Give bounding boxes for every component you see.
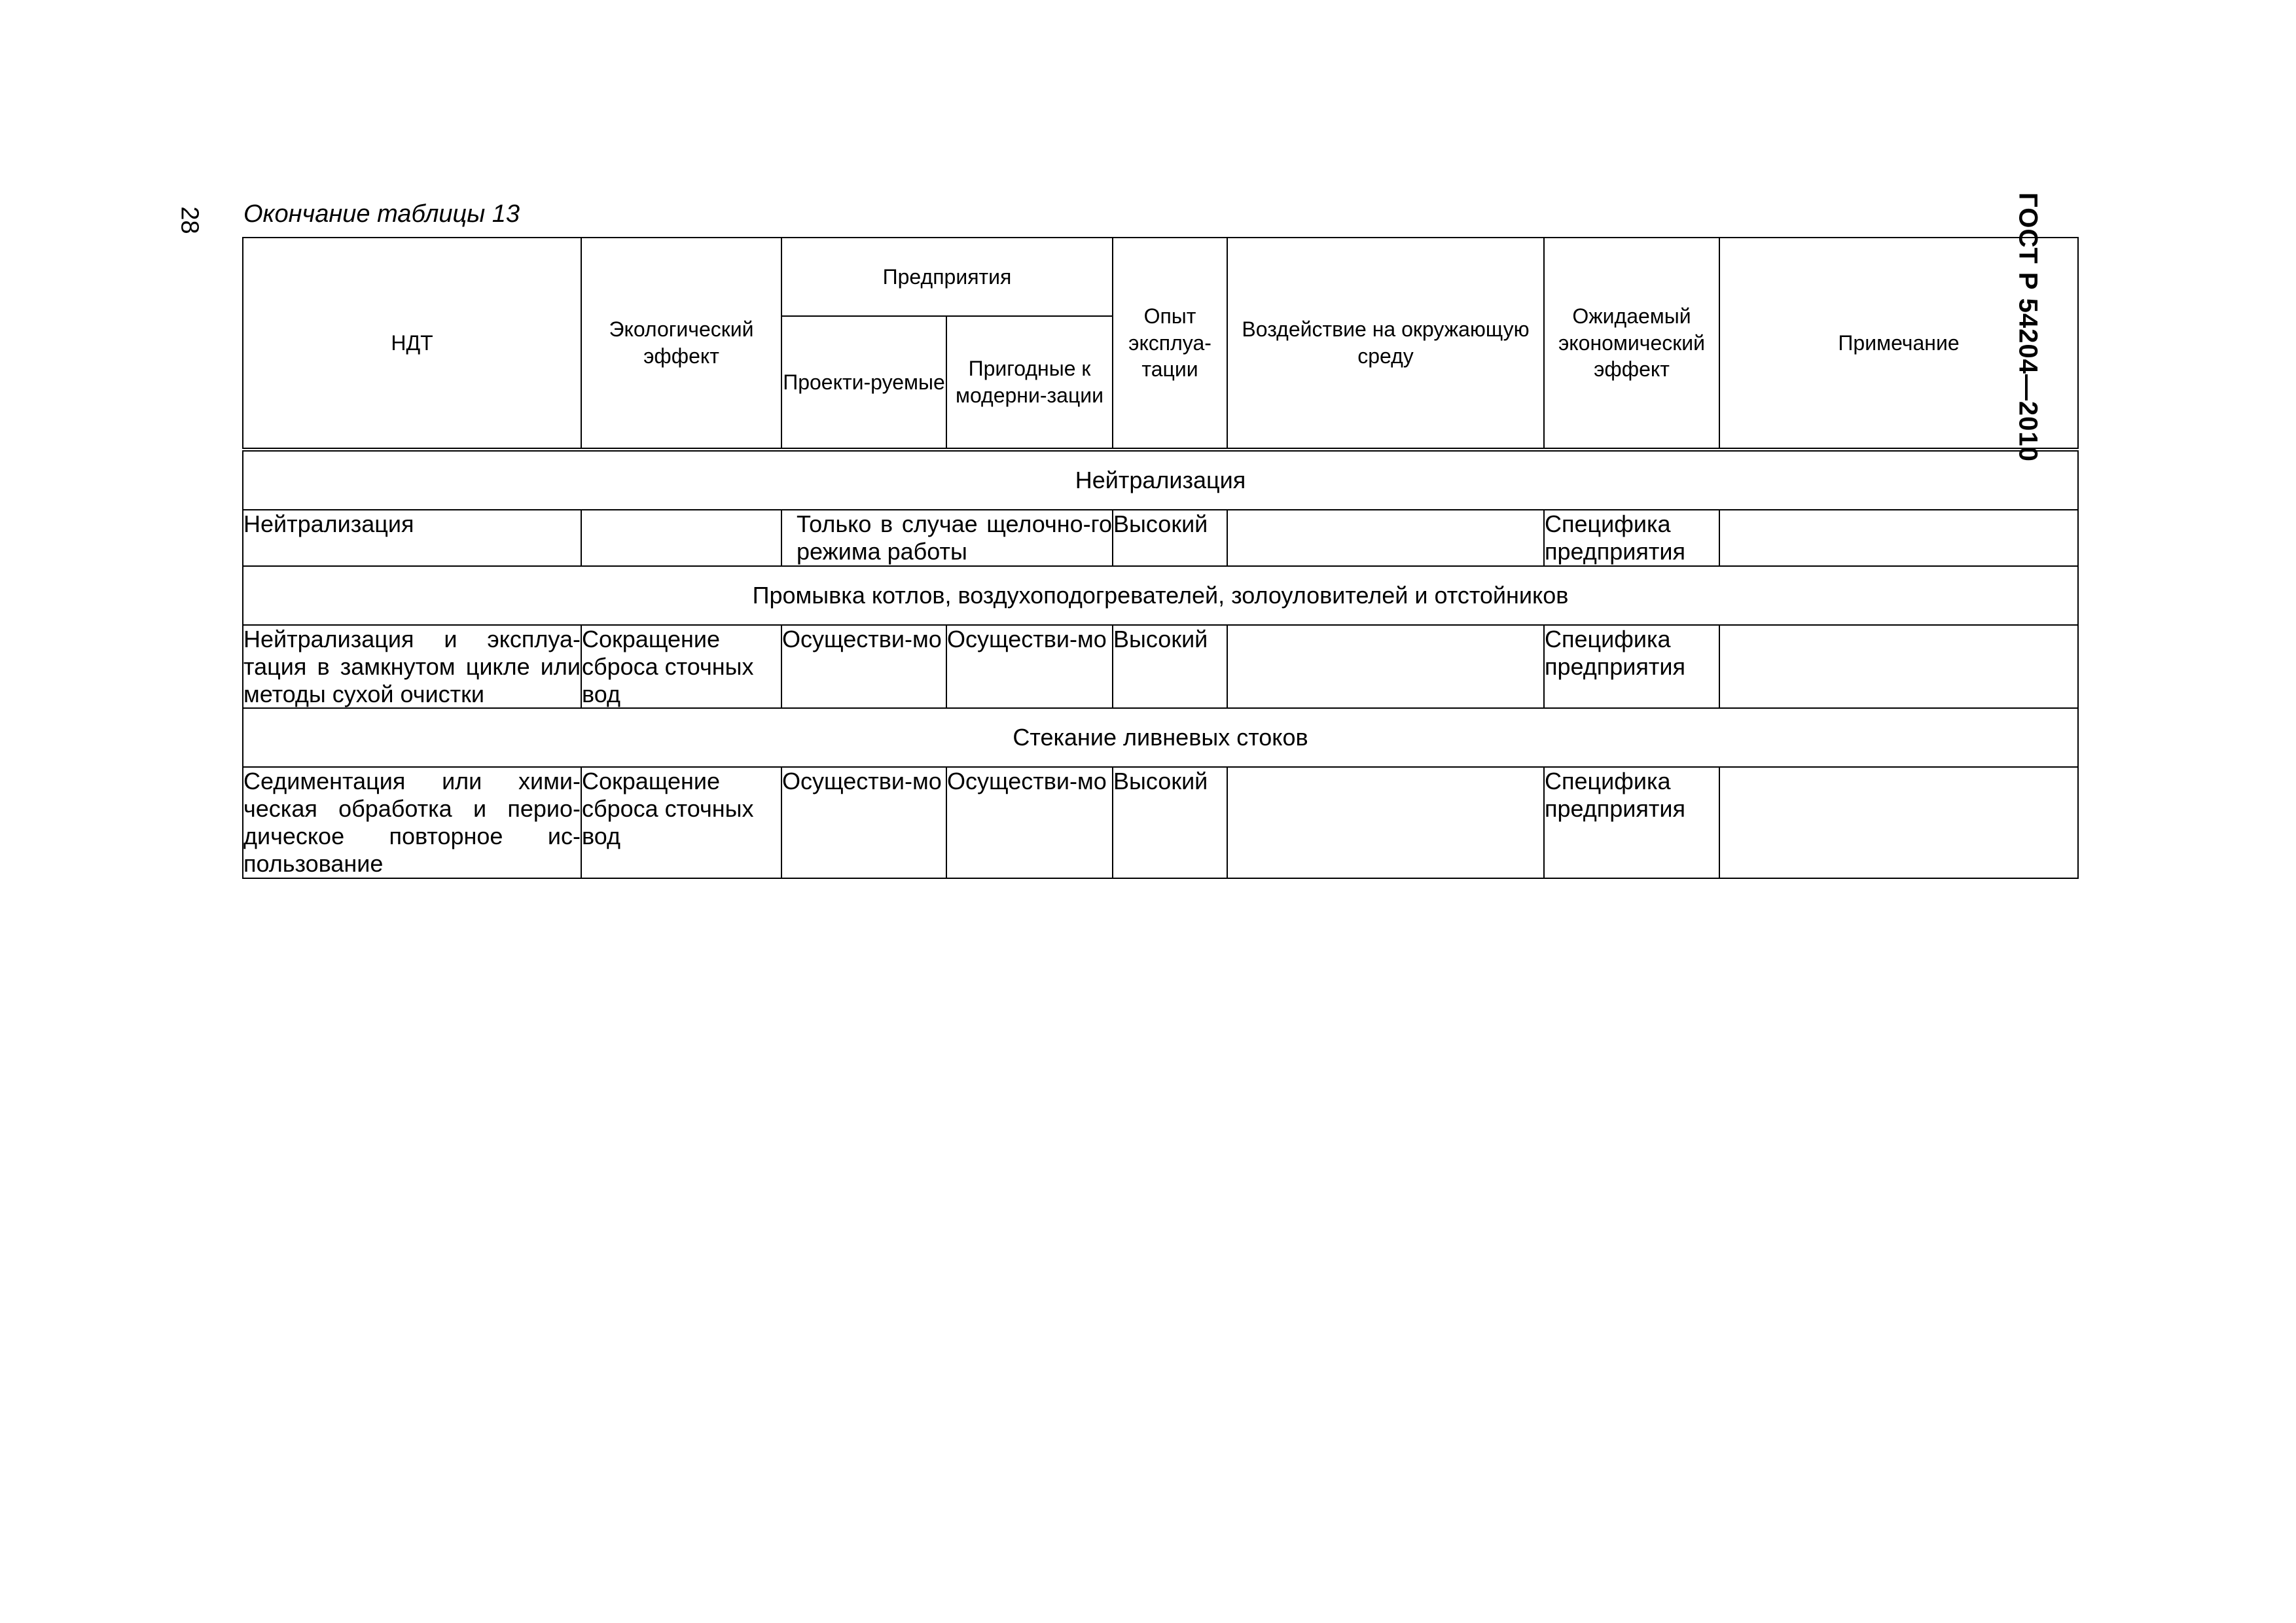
cell-ndt: Седиментация или хими-ческая обработка и перио-дическое повторное ис-пользование bbox=[243, 767, 581, 878]
cell-experience: Высокий bbox=[1113, 510, 1227, 566]
cell-note bbox=[1719, 625, 2078, 708]
header-modernizable: Пригодные к модерни-зации bbox=[946, 316, 1113, 450]
table-13 bbox=[242, 237, 2079, 879]
section-title: Стекание ливневых стоков bbox=[243, 708, 2078, 767]
cell-designed: Осуществи-мо bbox=[781, 625, 946, 708]
cell-experience: Высокий bbox=[1113, 767, 1227, 878]
cell-eco bbox=[581, 510, 781, 566]
header-ndt: НДТ bbox=[243, 238, 581, 450]
table-row bbox=[243, 510, 2078, 566]
cell-eco: Сокращение сброса сточных вод bbox=[581, 767, 781, 878]
cell-environment bbox=[1227, 625, 1544, 708]
header-enterprises: Предприятия bbox=[781, 238, 1113, 316]
cell-designed: Осуществи-мо bbox=[781, 767, 946, 878]
header-experience: Опыт эксплуа-тации bbox=[1113, 238, 1227, 450]
table-caption: Окончание таблицы 13 bbox=[243, 200, 520, 228]
section-title: Промывка котлов, воздухоподогревателей, золоуловителей и отстойников bbox=[243, 566, 2078, 625]
table-row bbox=[243, 625, 2078, 708]
cell-eco: Сокращение сброса сточных вод bbox=[581, 625, 781, 708]
header-environment: Воздействие на окружающую среду bbox=[1227, 238, 1544, 450]
header-designed: Проекти-руемые bbox=[781, 316, 946, 450]
header-economic: Ожидаемый экономический эффект bbox=[1544, 238, 1719, 450]
cell-environment bbox=[1227, 767, 1544, 878]
cell-economic: Специфика предприятия bbox=[1544, 510, 1719, 566]
cell-enterprises-merged: Только в случае щелочно-го режима работы bbox=[781, 510, 1113, 566]
header-note: Примечание bbox=[1719, 238, 2078, 450]
cell-modernizable: Осуществи-мо bbox=[946, 767, 1113, 878]
cell-note bbox=[1719, 767, 2078, 878]
cell-economic: Специфика предприятия bbox=[1544, 625, 1719, 708]
cell-modernizable: Осуществи-мо bbox=[946, 625, 1113, 708]
cell-ndt: Нейтрализация bbox=[243, 510, 581, 566]
cell-economic: Специфика предприятия bbox=[1544, 767, 1719, 878]
cell-environment bbox=[1227, 510, 1544, 566]
page-number: 28 bbox=[175, 206, 204, 234]
cell-ndt: Нейтрализация и эксплуа-тация в замкнутом цикле или методы сухой очистки bbox=[243, 626, 581, 707]
section-title: Нейтрализация bbox=[243, 450, 2078, 510]
header-eco-effect: Экологический эффект bbox=[581, 238, 781, 450]
cell-note bbox=[1719, 510, 2078, 566]
cell-experience: Высокий bbox=[1113, 625, 1227, 708]
table-row bbox=[243, 767, 2078, 878]
document-code: ГОСТ Р 54204—2010 bbox=[2013, 192, 2043, 462]
